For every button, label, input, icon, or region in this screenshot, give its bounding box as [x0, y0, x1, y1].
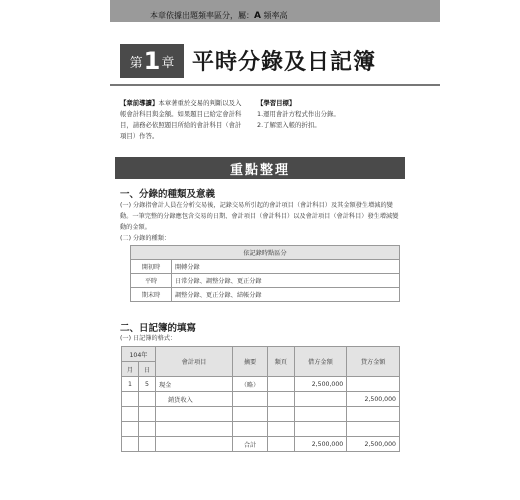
- learning-goals: [257, 98, 367, 131]
- chapter-guide: [120, 98, 245, 142]
- table-cell: 2,500,000: [294, 377, 347, 392]
- chapter-suffix: 章: [161, 55, 175, 71]
- month-header: 月: [122, 362, 139, 377]
- table-cell: [139, 407, 156, 422]
- col-header: 類頁: [268, 347, 295, 377]
- goal-item: 2.了解需入帳的折扣。: [257, 121, 321, 129]
- table-row: [122, 422, 400, 437]
- journal-table: [121, 346, 400, 452]
- total-row: [122, 437, 400, 452]
- section1-subheading: (二) 分錄的種類：: [120, 235, 171, 242]
- table-cell: 2,500,000: [347, 392, 400, 407]
- chapter-number-box: [120, 44, 184, 78]
- chapter-prefix: 第: [129, 55, 143, 71]
- table-row: [131, 274, 400, 288]
- total-label: 合計: [233, 437, 268, 452]
- hint-text: 本章依據出題頻率區分，屬：: [150, 11, 254, 20]
- table-cell: [122, 392, 139, 407]
- table-cell: 平時: [131, 274, 172, 288]
- goals-label: 【學習目標】: [257, 99, 296, 107]
- grade-badge: A: [254, 11, 261, 21]
- frequency-hint: [150, 10, 288, 21]
- table-row: [122, 377, 400, 392]
- key-points-banner: 重點整理: [115, 157, 405, 179]
- day-header: 日: [139, 362, 156, 377]
- table-row: [131, 288, 400, 302]
- table-row: [122, 407, 400, 422]
- table-cell: [268, 422, 295, 437]
- table-cell: [139, 437, 156, 452]
- table-cell: [233, 422, 268, 437]
- table-cell: [156, 422, 233, 437]
- table-cell: [347, 407, 400, 422]
- table-cell: [347, 422, 400, 437]
- section1-heading: 一、分錄的種類及意義: [120, 189, 216, 200]
- table-cell: 1: [122, 377, 139, 392]
- table-cell: 5: [139, 377, 156, 392]
- table-cell: （略）: [233, 377, 268, 392]
- total-credit: 2,500,000: [347, 437, 400, 452]
- col-header: 借方金額: [294, 347, 347, 377]
- table-cell: [139, 392, 156, 407]
- table-cell: [347, 377, 400, 392]
- table-cell: 開初時: [131, 260, 172, 274]
- table-cell: [294, 407, 347, 422]
- table-cell: [233, 392, 268, 407]
- col-header: 會計項目: [156, 347, 233, 377]
- year-header: 104年: [122, 347, 156, 362]
- col-header: 摘要: [233, 347, 268, 377]
- table-cell: [122, 422, 139, 437]
- table-cell: [268, 437, 295, 452]
- table-cell: [139, 422, 156, 437]
- chapter-number: 1: [143, 47, 161, 75]
- table-row: [131, 260, 400, 274]
- table-cell: [294, 392, 347, 407]
- section1-paragraph: (一) 分錄指會計人員在分析交易後，記錄交易所引起的會計項目（會計科目）及其金額發生增減的變動。一筆完整的分錄應包含交易的日期、會計項目（會計科目）以及會計項目（會計科目）發生增減變動的金額。: [120, 202, 399, 231]
- title-divider: [110, 84, 440, 86]
- table-cell: [268, 407, 295, 422]
- table-cell: [156, 407, 233, 422]
- section2-subheading: (一) 日記簿的格式：: [120, 335, 177, 342]
- table-cell: 開轉分錄: [172, 260, 400, 274]
- section2-heading: 二、日記簿的填寫: [120, 323, 197, 334]
- table-cell: [294, 422, 347, 437]
- table-row: [122, 392, 400, 407]
- entry-types-header: 依記錄時點區分: [131, 246, 400, 260]
- table-cell: [268, 377, 295, 392]
- table-cell: [122, 437, 139, 452]
- chapter-title: 平時分錄及日記簿: [192, 50, 377, 75]
- grade-suffix: 頻率高: [263, 11, 288, 20]
- col-header: 貸方金額: [347, 347, 400, 377]
- entry-types-table: [130, 245, 400, 302]
- table-cell: 期末時: [131, 288, 172, 302]
- goal-item: 1.運用會計方程式作出分錄。: [257, 110, 340, 118]
- table-cell: [268, 392, 295, 407]
- table-cell: 現金: [156, 377, 233, 392]
- guide-text: 本章著重於交易的判斷以及入帳會計科目與金額。如果題目已給定會計科目，請務必依照題目所給的會計科目（會計項目）作答。: [120, 99, 242, 140]
- table-cell: [156, 437, 233, 452]
- table-cell: [122, 407, 139, 422]
- table-cell: 日常分錄、調整分錄、更正分錄: [172, 274, 400, 288]
- table-cell: 銷貨收入: [156, 392, 233, 407]
- table-cell: [233, 407, 268, 422]
- table-cell: 調整分錄、更正分錄、結帳分錄: [172, 288, 400, 302]
- total-debit: 2,500,000: [294, 437, 347, 452]
- guide-label: 【章前導讀】: [120, 99, 159, 107]
